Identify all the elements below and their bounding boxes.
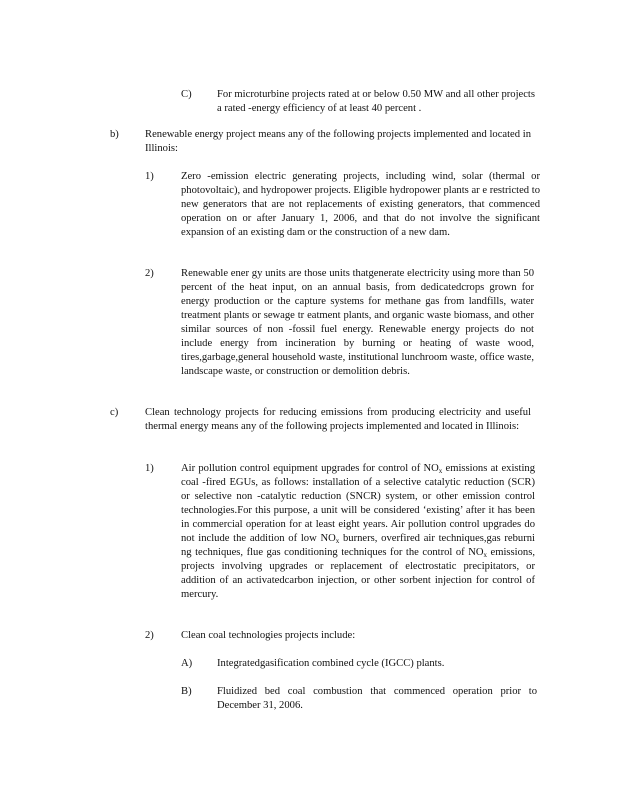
subitem-label: B) — [181, 686, 192, 697]
section-label: b) — [110, 129, 119, 140]
section-text: Clean technology projects for reducing emissions from producing electricity and useful thermal energy means any of the following projects implemented and located in Illinois: — [145, 407, 531, 432]
subitem-text: Integratedgasification combined cycle (IGCC) plants. — [217, 658, 445, 669]
item-text: For microturbine projects rated at or below 0.50 MW and all other projects a rated -energy efficiency of at least 40 percent . — [217, 89, 535, 114]
subitem-label: A) — [181, 658, 193, 669]
item-label: 2) — [145, 268, 154, 279]
item-text: Air pollution control equipment upgrades for control of $NO_x$ emissions at existing coal -fired EGUs, as follows: installation of a selective catalytic reduction (SCR) or selective non -catalytic reduction (SNCR) system, or other emission control technologies.For this purpose, a unit will be considered ‘existing’ after it has been in commercial operation for at least eight years. Air pollution control upgrades do not include the addition of low $NO_x$ burners, overfired air techniques,gas reburni ng techniques, flue gas conditioning techniques for the control of $NO_x$ emissions, projects involving upgrades or replacement of electrostatic precipitators, or addition of an activatedcarbon injection, or other sorbent injection for control of mercury. — [181, 463, 535, 600]
item-label: 1) — [145, 463, 154, 474]
item-label: 1) — [145, 171, 154, 182]
item-text: Zero -emission electric generating projects, including wind, solar (thermal or photovoltaic), and hydropower projects. Eligible hydropower plants ar e restricted to new generators that are not replacements of existing generators, that commenced operation on or after January 1, 2006, and that do not involve the significant expansion of an existing dam or the construction of a new dam. — [181, 171, 540, 238]
item-label: 2) — [145, 630, 154, 641]
item-text: Clean coal technologies projects include: — [181, 630, 356, 641]
section-text: Renewable energy project means any of the following projects implemented and located in Illinois: — [145, 129, 531, 154]
subitem-text: Fluidized bed coal combustion that commenced operation prior to December 31, 2006. — [217, 686, 537, 711]
section-label: c) — [110, 407, 119, 418]
item-text: Renewable ener gy units are those units thatgenerate electricity using more than 50 percent of the heat input, on an annual basis, from dedicatedcrops grown for energy production or the capture systems for methane gas from landfills, water treatment plants or sewage tr eatment plants, and organic waste biomass, and other similar sources of non -fossil fuel energy. Renewable energy projects do not include energy from incineration by burning or heating of waste wood, tires,garbage,general household waste, institutional lunchroom waste, office waste, landscape waste, or construction or demolition debris. — [181, 268, 534, 377]
item-label: C) — [181, 89, 192, 100]
